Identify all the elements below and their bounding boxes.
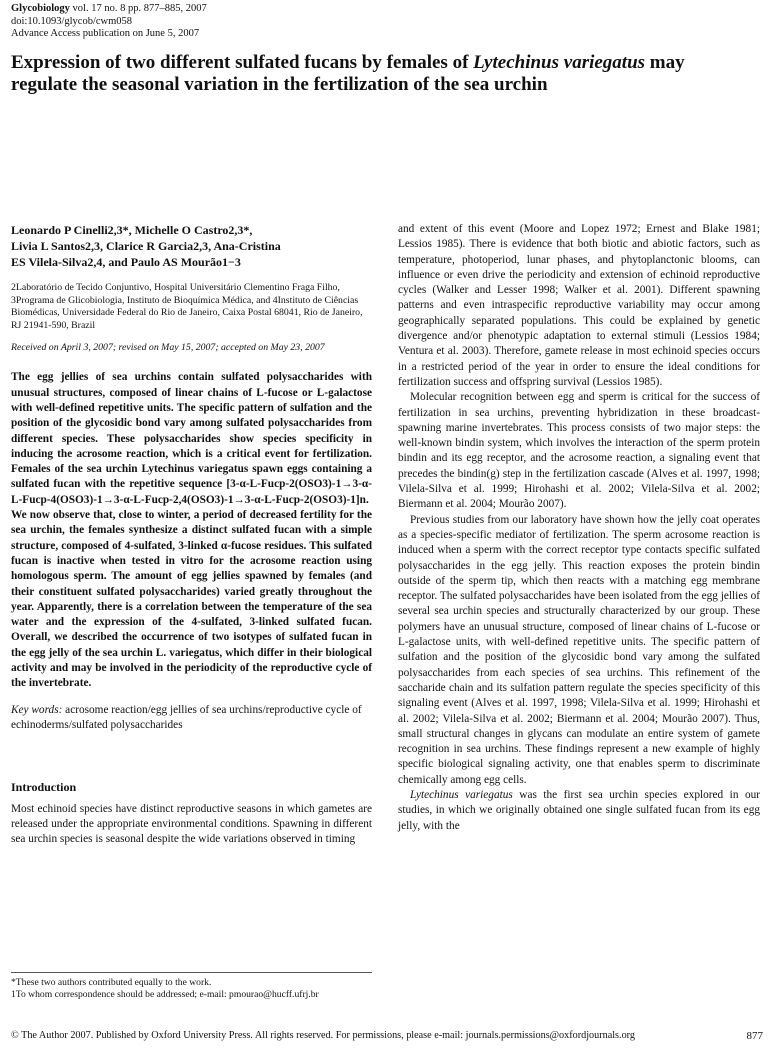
affiliations: 2Laboratório de Tecido Conjuntivo, Hospital Universitário Clementino Fraga Filho, 3Programa de Glicobiologia, Instituto de Bioquímica Médica, and 4Instituto de Ciências Biomédicas, Universidade Federal do Rio de Janeiro, Caixa Postal 68041, Rio de Janeiro, RJ 21941-590, Brazil [11, 282, 363, 331]
journal-name: Glycobiology [11, 3, 70, 14]
advance-access-note: Advance Access publication on June 5, 2007 [11, 28, 200, 39]
doi: doi:10.1093/glycob/cwm058 [11, 15, 133, 27]
keywords [11, 703, 372, 734]
right-paragraph-4-text: was the first sea urchin species explored in our studies, in which we originally obtained one single sulfated fucan from its egg jelly, with the [398, 788, 761, 832]
keywords-text: acrosome reaction/egg jellies of sea urchins/reproductive cycle of echinoderms/sulfated polysaccharides [11, 703, 362, 732]
right-paragraph-3: Previous studies from our laboratory have shown how the jelly coat operates as a species-specific mediator of fertilization. The sperm acrosome reaction is induced when a sperm with the correct receptor type contacts specific sulfated polysaccharides in the egg jelly. This reaction exposes the protein bindin outside of the sperm tip, which then reacts with a matching egg membrane receptor. The sulfated polysaccharides have been isolated from the egg jellies of several sea urchin species and structurally characterized by our group. These polymers have an unusual structure, composed of linear chains of L-fucose or L-galactose units, with well-defined repetitive units. The specific pattern of sulfation and the position of the glycosidic bond vary among the sulfated polysaccharides from each species of sea urchins. This refinement of the saccharide chain and its sulfation pattern regulate the species specificity of this signaling event (Alves et al. 1997, 1998; Vilela-Silva et al. 1999; Hirohashi et al. 2002; Vilela-Silva et al. 2002; Biermann et al. 2004; Mourão 2007). Thus, small structural changes in glycans can modulate an entire system of gamete recognition in sea urchins. These findings represent a new example of highly specific biological signaling activity, one that enables sperm to discriminate chemically among egg cells. [398, 513, 760, 786]
page-footer [11, 1030, 763, 1042]
footnote-equal-contribution: *These two authors contributed equally to the work. [11, 977, 212, 988]
paper-title [11, 52, 751, 96]
left-column [11, 222, 372, 847]
footnote-correspondence: 1To whom correspondence should be addressed; e-mail: pmourao@hucff.ufrj.br [11, 989, 319, 1001]
introduction-heading: Introduction [11, 779, 77, 794]
journal-header [11, 3, 391, 41]
keywords-label: Key words: [11, 703, 63, 716]
right-paragraph-1: and extent of this event (Moore and Lopez 1972; Ernest and Blake 1981; Lessios 1985). There is evidence that both biotic and abiotic factors, such as temperature, photoperiod, lunar phases, and phytoplanctonic blooms, can influence or even drive the periodicity and extension of echinoid reproductive cycles (Walker and Lesser 1998; Walker et al. 2001). Different spawning patterns and even intraspecific reproductive variability may occur among geographically separated populations. This could be explained by genetic divergence and/or phenotypic adaptation to external stimuli (Lessios 1984; Ventura et al. 2003). Therefore, gamete release in most echinoid species occurs in a restricted period of the year in order to ensure the ideal conditions for fertilization success and offspring survival (Lessios 1985). [398, 223, 760, 388]
abstract: The egg jellies of sea urchins contain sulfated polysaccharides with unusual structures, composed of linear chains of L-fucose or L-galactose with well-defined repetitive units. The specific pattern of sulfation and the position of the glycosidic bond vary among sulfated polysaccharides from different species. These polysaccharides show species specificity in inducing the acrosome reaction, which is a critical event for fertilization. Females of the sea urchin Lytechinus variegatus spawn eggs containing a sulfated fucan with the repetitive sequence [3-α-L-Fucp-2(OSO3)-1→3-α-L-Fucp-4(OSO3)-1→3-α-L-Fucp-2,4(OSO3)-1→3-α-L-Fucp-2(OSO3)-1]n. We now observe that, close to winter, a period of decreased fertility for the sea urchin, the females synthesize a distinct sulfated fucan with a simple structure, composed of 4-sulfated, 3-linked α-fucose residues. This sulfated fucan is inactive when tested in vitro for the acrosome reaction using homologous sperm. The amount of egg jellies spawned by females (and their constituent sulfated polysaccharides) varied greatly throughout the year. Apparently, there is a correlation between the temperature of the sea water and the expression of the 4-sulfated, 3-linked sulfated fucan. Overall, we described the occurrence of two isotypes of sulfated fucan in the egg jelly of the sea urchin L. variegatus, which differ in their biological activity and may be involved in the periodicity of the reproductive cycle of the invertebrate. [11, 371, 372, 690]
introduction-paragraph: Most echinoid species have distinct reproductive seasons in which gametes are released under the appropriate environmental conditions. Spawning in different sea urchin species is seasonal despite the wide variations observed in timing [11, 802, 372, 846]
author-list [11, 222, 372, 270]
species-name: Lytechinus variegatus [410, 788, 513, 801]
author-line-2: Livia L Santos2,3, Clarice R Garcia2,3, Ana-Cristina [11, 239, 281, 253]
author-line-1: Leonardo P Cinelli2,3*, Michelle O Castro2,3*, [11, 223, 253, 237]
received-dates: Received on April 3, 2007; revised on May 15, 2007; accepted on May 23, 2007 [11, 342, 325, 354]
title-part-2: may regulate the seasonal variation in the fertilization of the sea urchin [11, 52, 685, 95]
right-column [398, 222, 760, 834]
title-part-1: Expression of two different sulfated fucans by females of [11, 52, 474, 73]
author-line-3: ES Vilela-Silva2,4, and Paulo AS Mourão1−3 [11, 255, 241, 269]
title-species: Lytechinus variegatus [473, 52, 646, 73]
journal-citation [11, 3, 391, 16]
right-paragraph-4 [398, 788, 760, 834]
journal-volume: vol. 17 no. 8 pp. 877–885, 2007 [69, 3, 207, 14]
copyright-notice: © The Author 2007. Published by Oxford University Press. All rights reserved. For permissions, please e-mail: journals.permissions@oxfordjournals.org [11, 1030, 635, 1041]
page-number: 877 [746, 1030, 763, 1042]
footnotes [11, 972, 372, 1002]
right-paragraph-2: Molecular recognition between egg and sperm is critical for the success of fertilization in sea urchins, preventing hybridization in these broadcast-spawning marine invertebrates. This process consists of two major steps: the well-known bindin system, which involves the interaction of the sperm protein bindin and its egg receptor, and the acrosome reaction, a signaling event that precedes the bindin(g) step in the fertilization cascade (Alves et al. 1997, 1998; Vilela-Silva et al. 1999; Hirohashi et al. 2002; Vilela-Silva et al. 2002; Biermann et al. 2004; Mourão 2007). [398, 391, 760, 511]
